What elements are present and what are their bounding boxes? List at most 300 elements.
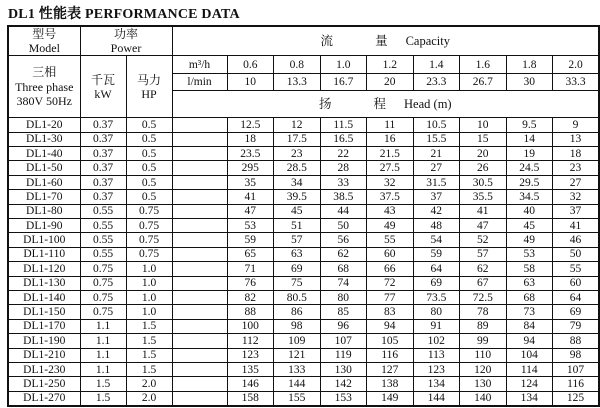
head-cell: 21.5	[367, 147, 414, 161]
model-cell: DL1-100	[8, 233, 80, 247]
flow-lmin-value: 23.3	[413, 74, 460, 91]
head-cell: 144	[274, 377, 321, 391]
model-cell: DL1-210	[8, 348, 80, 362]
head-cell: 27	[553, 175, 600, 189]
head-cell: 78	[460, 305, 507, 319]
head-cell: 116	[553, 377, 600, 391]
head-cell: 79	[553, 319, 600, 333]
table-row	[8, 247, 599, 261]
units-spacer-cell	[172, 348, 227, 362]
model-cell: DL1-130	[8, 276, 80, 290]
head-cell: 124	[506, 377, 553, 391]
head-cell: 58	[506, 262, 553, 276]
head-cell: 53	[227, 219, 274, 233]
table-row	[8, 362, 599, 376]
head-cell: 23.5	[227, 147, 274, 161]
head-cell: 10	[460, 118, 507, 132]
units-spacer-cell	[172, 291, 227, 305]
hp-cell: 0.75	[126, 219, 172, 233]
hp-header-en: HP	[141, 86, 157, 101]
head-cell: 34	[274, 175, 321, 189]
table-row	[8, 334, 599, 348]
head-cell: 34.5	[506, 190, 553, 204]
flow-m3h-value: 1.0	[320, 56, 367, 74]
head-cell: 66	[367, 262, 414, 276]
head-cell: 44	[320, 204, 367, 218]
model-sub-cell	[8, 56, 80, 118]
model-cell: DL1-80	[8, 204, 80, 218]
hp-cell: 2.0	[126, 391, 172, 405]
model-header-cell	[8, 26, 80, 56]
head-cell: 85	[320, 305, 367, 319]
hp-cell: 0.75	[126, 247, 172, 261]
head-cell: 52	[460, 233, 507, 247]
head-cell: 31.5	[413, 175, 460, 189]
head-cell: 295	[227, 161, 274, 175]
head-cell: 53	[506, 247, 553, 261]
kw-cell: 0.37	[80, 190, 126, 204]
hp-cell: 0.5	[126, 175, 172, 189]
head-cell: 64	[553, 291, 600, 305]
head-cell: 42	[413, 204, 460, 218]
capacity-header-cell	[172, 26, 599, 56]
head-cell: 88	[227, 305, 274, 319]
hp-cell: 1.5	[126, 362, 172, 376]
units-spacer-cell	[172, 334, 227, 348]
head-cell: 138	[367, 377, 414, 391]
head-cell: 38.5	[320, 190, 367, 204]
head-cell: 72	[367, 276, 414, 290]
head-cell: 84	[506, 319, 553, 333]
power-header-cell	[80, 26, 172, 56]
head-cell: 69	[274, 262, 321, 276]
kw-cell: 0.55	[80, 247, 126, 261]
kw-header-zh: 千瓦	[90, 72, 115, 87]
head-cell: 27.5	[367, 161, 414, 175]
head-cell: 23	[553, 161, 600, 175]
head-cell: 119	[320, 348, 367, 362]
head-cell: 50	[553, 247, 600, 261]
head-cell: 47	[460, 219, 507, 233]
flow-lmin-value: 16.7	[320, 74, 367, 91]
hp-header-cell	[126, 56, 172, 118]
head-cell: 98	[553, 348, 600, 362]
head-cell: 135	[227, 362, 274, 376]
head-cell: 23	[274, 147, 321, 161]
table-row	[8, 118, 599, 132]
kw-cell: 1.5	[80, 377, 126, 391]
table-row	[8, 147, 599, 161]
head-cell: 15	[460, 132, 507, 146]
head-cell: 29.5	[506, 175, 553, 189]
head-cell: 15.5	[413, 132, 460, 146]
head-cell: 73.5	[413, 291, 460, 305]
head-cell: 50	[320, 219, 367, 233]
head-cell: 22	[320, 147, 367, 161]
model-cell: DL1-230	[8, 362, 80, 376]
model-sub-line2: Three phase	[15, 79, 74, 94]
head-cell: 37.5	[367, 190, 414, 204]
model-cell: DL1-60	[8, 175, 80, 189]
head-cell: 57	[274, 233, 321, 247]
table-row	[8, 190, 599, 204]
units-spacer-cell	[172, 319, 227, 333]
power-header-en: Power	[110, 41, 142, 56]
model-sub-line3: 380V 50Hz	[16, 94, 72, 109]
head-header-text: 扬 程 Head (m)	[319, 96, 452, 111]
head-cell: 9	[553, 118, 600, 132]
head-cell: 104	[506, 348, 553, 362]
head-cell: 112	[227, 334, 274, 348]
table-row	[8, 348, 599, 362]
head-cell: 59	[227, 233, 274, 247]
model-header-en: Model	[28, 41, 60, 56]
head-cell: 60	[367, 247, 414, 261]
head-cell: 32	[367, 175, 414, 189]
kw-cell: 1.1	[80, 334, 126, 348]
hp-cell: 1.5	[126, 334, 172, 348]
table-row	[8, 319, 599, 333]
hp-cell: 1.0	[126, 276, 172, 290]
head-cell: 45	[506, 219, 553, 233]
flow-lmin-value: 10	[227, 74, 274, 91]
head-cell: 99	[460, 334, 507, 348]
model-cell: DL1-120	[8, 262, 80, 276]
head-cell: 49	[367, 219, 414, 233]
head-cell: 40	[506, 204, 553, 218]
head-cell: 11	[367, 118, 414, 132]
flow-m3h-value: 2.0	[553, 56, 600, 74]
model-sub-line1: 三相	[32, 64, 57, 79]
head-cell: 69	[553, 305, 600, 319]
flow-m3h-value: 1.2	[367, 56, 414, 74]
head-cell: 18	[227, 132, 274, 146]
table-row	[8, 291, 599, 305]
head-cell: 12	[274, 118, 321, 132]
head-cell: 64	[413, 262, 460, 276]
table-row	[8, 132, 599, 146]
model-cell: DL1-90	[8, 219, 80, 233]
head-cell: 75	[274, 276, 321, 290]
header-row-1	[8, 26, 599, 56]
head-cell: 13	[553, 132, 600, 146]
hp-cell: 1.0	[126, 262, 172, 276]
head-cell: 107	[553, 362, 600, 376]
head-cell: 121	[274, 348, 321, 362]
head-cell: 9.5	[506, 118, 553, 132]
head-cell: 54	[413, 233, 460, 247]
units-spacer-cell	[172, 204, 227, 218]
hp-cell: 0.5	[126, 161, 172, 175]
head-cell: 55	[367, 233, 414, 247]
head-cell: 100	[227, 319, 274, 333]
head-cell: 102	[413, 334, 460, 348]
flow-lmin-value: 30	[506, 74, 553, 91]
units-spacer-cell	[172, 190, 227, 204]
head-cell: 88	[553, 334, 600, 348]
head-cell: 98	[274, 319, 321, 333]
units-spacer-cell	[172, 118, 227, 132]
head-cell: 158	[227, 391, 274, 405]
head-cell: 65	[227, 247, 274, 261]
model-cell: DL1-250	[8, 377, 80, 391]
kw-cell: 0.75	[80, 305, 126, 319]
head-cell: 120	[460, 362, 507, 376]
units-spacer-cell	[172, 219, 227, 233]
head-cell: 26	[460, 161, 507, 175]
model-cell: DL1-30	[8, 132, 80, 146]
table-body	[8, 26, 599, 406]
head-cell: 62	[320, 247, 367, 261]
table-row	[8, 276, 599, 290]
head-cell: 20	[460, 147, 507, 161]
flow-unit-lmin-cell: l/min	[172, 74, 227, 91]
page-title: DL1 性能表 PERFORMANCE DATA	[8, 7, 240, 22]
units-spacer-cell	[172, 276, 227, 290]
head-cell: 72.5	[460, 291, 507, 305]
kw-cell: 0.55	[80, 204, 126, 218]
head-cell: 24.5	[506, 161, 553, 175]
units-spacer-cell	[172, 377, 227, 391]
head-cell: 76	[227, 276, 274, 290]
head-cell: 109	[274, 334, 321, 348]
head-cell: 89	[460, 319, 507, 333]
head-cell: 68	[320, 262, 367, 276]
head-cell: 130	[460, 377, 507, 391]
kw-cell: 0.55	[80, 219, 126, 233]
model-header-zh: 型号	[32, 27, 57, 41]
hp-cell: 2.0	[126, 377, 172, 391]
head-cell: 133	[274, 362, 321, 376]
head-cell: 51	[274, 219, 321, 233]
model-cell: DL1-110	[8, 247, 80, 261]
head-cell: 16	[367, 132, 414, 146]
head-cell: 59	[413, 247, 460, 261]
units-spacer-cell	[172, 305, 227, 319]
power-header-zh: 功率	[114, 27, 139, 41]
performance-table	[7, 25, 600, 407]
hp-cell: 1.5	[126, 319, 172, 333]
head-cell: 146	[227, 377, 274, 391]
flow-lmin-value: 33.3	[553, 74, 600, 91]
head-cell: 134	[413, 377, 460, 391]
flow-m3h-value: 1.4	[413, 56, 460, 74]
head-cell: 41	[553, 219, 600, 233]
head-cell: 10.5	[413, 118, 460, 132]
head-cell: 41	[227, 190, 274, 204]
model-cell: DL1-20	[8, 118, 80, 132]
table-row	[8, 175, 599, 189]
head-cell: 80	[413, 305, 460, 319]
units-spacer-cell	[172, 233, 227, 247]
kw-cell: 0.55	[80, 233, 126, 247]
head-cell: 96	[320, 319, 367, 333]
units-spacer-cell	[172, 147, 227, 161]
table-row	[8, 161, 599, 175]
head-cell: 71	[227, 262, 274, 276]
flow-unit-m3h-cell: m³/h	[172, 56, 227, 74]
kw-cell: 1.5	[80, 391, 126, 405]
kw-cell: 0.75	[80, 291, 126, 305]
flow-m3h-value: 1.8	[506, 56, 553, 74]
head-cell: 46	[553, 233, 600, 247]
head-cell: 73	[506, 305, 553, 319]
head-cell: 155	[274, 391, 321, 405]
hp-cell: 0.5	[126, 118, 172, 132]
hp-cell: 0.5	[126, 147, 172, 161]
head-cell: 57	[460, 247, 507, 261]
head-cell: 123	[227, 348, 274, 362]
model-cell: DL1-190	[8, 334, 80, 348]
head-cell: 63	[274, 247, 321, 261]
table-row	[8, 391, 599, 405]
flow-m3h-value: 1.6	[460, 56, 507, 74]
head-cell: 39.5	[274, 190, 321, 204]
head-cell: 30.5	[460, 175, 507, 189]
head-cell: 113	[413, 348, 460, 362]
head-cell: 125	[553, 391, 600, 405]
table-row	[8, 262, 599, 276]
hp-cell: 1.0	[126, 291, 172, 305]
model-cell: DL1-70	[8, 190, 80, 204]
head-cell: 149	[367, 391, 414, 405]
head-cell: 69	[413, 276, 460, 290]
head-cell: 17.5	[274, 132, 321, 146]
kw-cell: 0.37	[80, 132, 126, 146]
model-cell: DL1-50	[8, 161, 80, 175]
table-row	[8, 233, 599, 247]
head-cell: 60	[553, 276, 600, 290]
table-row	[8, 219, 599, 233]
hp-cell: 0.75	[126, 204, 172, 218]
units-spacer-cell	[172, 391, 227, 405]
head-cell: 28.5	[274, 161, 321, 175]
table-row	[8, 305, 599, 319]
head-cell: 116	[367, 348, 414, 362]
flow-lmin-value: 26.7	[460, 74, 507, 91]
units-spacer-cell	[172, 175, 227, 189]
head-cell: 153	[320, 391, 367, 405]
head-cell: 37	[413, 190, 460, 204]
head-cell: 43	[367, 204, 414, 218]
table-row	[8, 377, 599, 391]
head-cell: 105	[367, 334, 414, 348]
head-cell: 19	[506, 147, 553, 161]
head-cell: 134	[506, 391, 553, 405]
head-cell: 123	[413, 362, 460, 376]
head-cell: 80.5	[274, 291, 321, 305]
head-cell: 35	[227, 175, 274, 189]
hp-cell: 1.0	[126, 305, 172, 319]
head-cell: 144	[413, 391, 460, 405]
model-cell: DL1-170	[8, 319, 80, 333]
head-cell: 55	[553, 262, 600, 276]
head-cell: 32	[553, 190, 600, 204]
table-row	[8, 204, 599, 218]
hp-cell: 1.5	[126, 348, 172, 362]
head-cell: 12.5	[227, 118, 274, 132]
head-cell: 68	[506, 291, 553, 305]
kw-cell: 1.1	[80, 319, 126, 333]
head-cell: 94	[506, 334, 553, 348]
head-cell: 80	[320, 291, 367, 305]
flow-m3h-row	[8, 56, 599, 74]
head-cell: 94	[367, 319, 414, 333]
kw-cell: 0.37	[80, 175, 126, 189]
head-cell: 16.5	[320, 132, 367, 146]
hp-cell: 0.5	[126, 132, 172, 146]
head-cell: 107	[320, 334, 367, 348]
model-cell: DL1-150	[8, 305, 80, 319]
head-cell: 77	[367, 291, 414, 305]
head-header-cell	[172, 91, 599, 118]
kw-cell: 1.1	[80, 362, 126, 376]
head-cell: 67	[460, 276, 507, 290]
units-spacer-cell	[172, 262, 227, 276]
head-cell: 37	[553, 204, 600, 218]
head-cell: 47	[227, 204, 274, 218]
head-cell: 63	[506, 276, 553, 290]
head-cell: 48	[413, 219, 460, 233]
head-cell: 56	[320, 233, 367, 247]
kw-cell: 0.75	[80, 276, 126, 290]
head-cell: 82	[227, 291, 274, 305]
head-cell: 41	[460, 204, 507, 218]
units-spacer-cell	[172, 132, 227, 146]
kw-cell: 0.37	[80, 118, 126, 132]
head-cell: 86	[274, 305, 321, 319]
flow-lmin-value: 20	[367, 74, 414, 91]
flow-m3h-value: 0.8	[274, 56, 321, 74]
head-cell: 21	[413, 147, 460, 161]
flow-lmin-value: 13.3	[274, 74, 321, 91]
flow-m3h-value: 0.6	[227, 56, 274, 74]
head-cell: 140	[460, 391, 507, 405]
head-cell: 49	[506, 233, 553, 247]
head-cell: 142	[320, 377, 367, 391]
head-cell: 110	[460, 348, 507, 362]
units-spacer-cell	[172, 362, 227, 376]
kw-header-en: kW	[94, 86, 112, 101]
model-cell: DL1-40	[8, 147, 80, 161]
head-cell: 14	[506, 132, 553, 146]
head-cell: 74	[320, 276, 367, 290]
head-cell: 62	[460, 262, 507, 276]
hp-header-zh: 马力	[137, 72, 162, 87]
model-cell: DL1-140	[8, 291, 80, 305]
head-cell: 35.5	[460, 190, 507, 204]
head-cell: 33	[320, 175, 367, 189]
hp-cell: 0.75	[126, 233, 172, 247]
units-spacer-cell	[172, 247, 227, 261]
head-cell: 130	[320, 362, 367, 376]
head-cell: 91	[413, 319, 460, 333]
kw-cell: 1.1	[80, 348, 126, 362]
kw-header-cell	[80, 56, 126, 118]
head-cell: 11.5	[320, 118, 367, 132]
head-cell: 83	[367, 305, 414, 319]
head-cell: 18	[553, 147, 600, 161]
kw-cell: 0.37	[80, 147, 126, 161]
head-cell: 28	[320, 161, 367, 175]
head-cell: 127	[367, 362, 414, 376]
hp-cell: 0.5	[126, 190, 172, 204]
kw-cell: 0.37	[80, 161, 126, 175]
kw-cell: 0.75	[80, 262, 126, 276]
units-spacer-cell	[172, 161, 227, 175]
head-cell: 114	[506, 362, 553, 376]
model-cell: DL1-270	[8, 391, 80, 405]
